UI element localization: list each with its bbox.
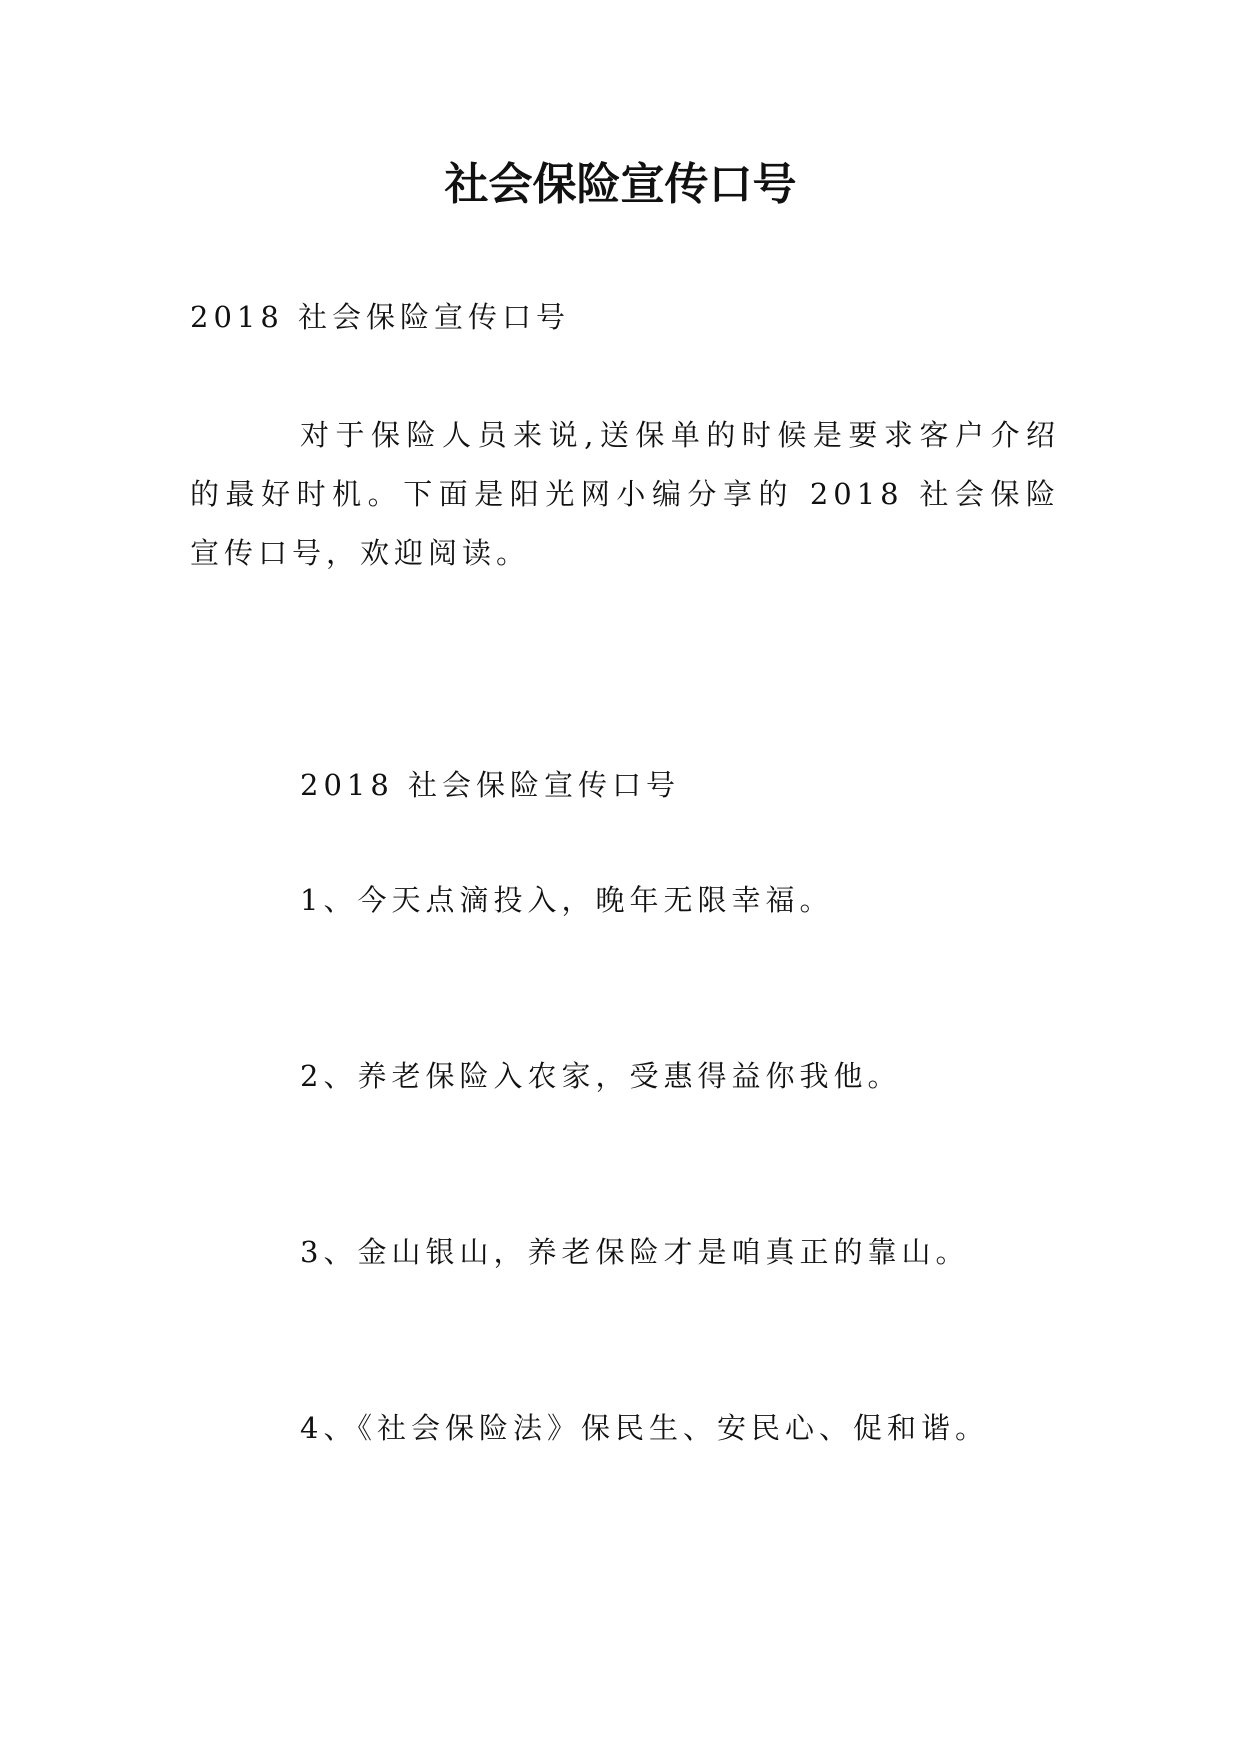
slogan-item: 2、养老保险入农家，受惠得益你我他。 — [300, 1059, 902, 1093]
section-heading: 2018 社会保险宣传口号 — [300, 768, 681, 802]
slogan-item: 4、《社会保险法》保民生、安民心、促和谐。 — [300, 1411, 989, 1445]
intro-paragraph: 对于保险人员来说,送保单的时候是要求客户介绍的最好时机。下面是阳光网小编分享的 2018 社会保险宣传口号，欢迎阅读。 — [190, 418, 1060, 570]
slogan-item: 3、金山银山，养老保险才是咱真正的靠山。 — [300, 1235, 970, 1269]
document-subtitle: 2018 社会保险宣传口号 — [190, 300, 571, 334]
slogan-item: 1、今天点滴投入，晚年无限幸福。 — [300, 883, 834, 917]
document-title: 社会保险宣传口号 — [444, 159, 797, 210]
